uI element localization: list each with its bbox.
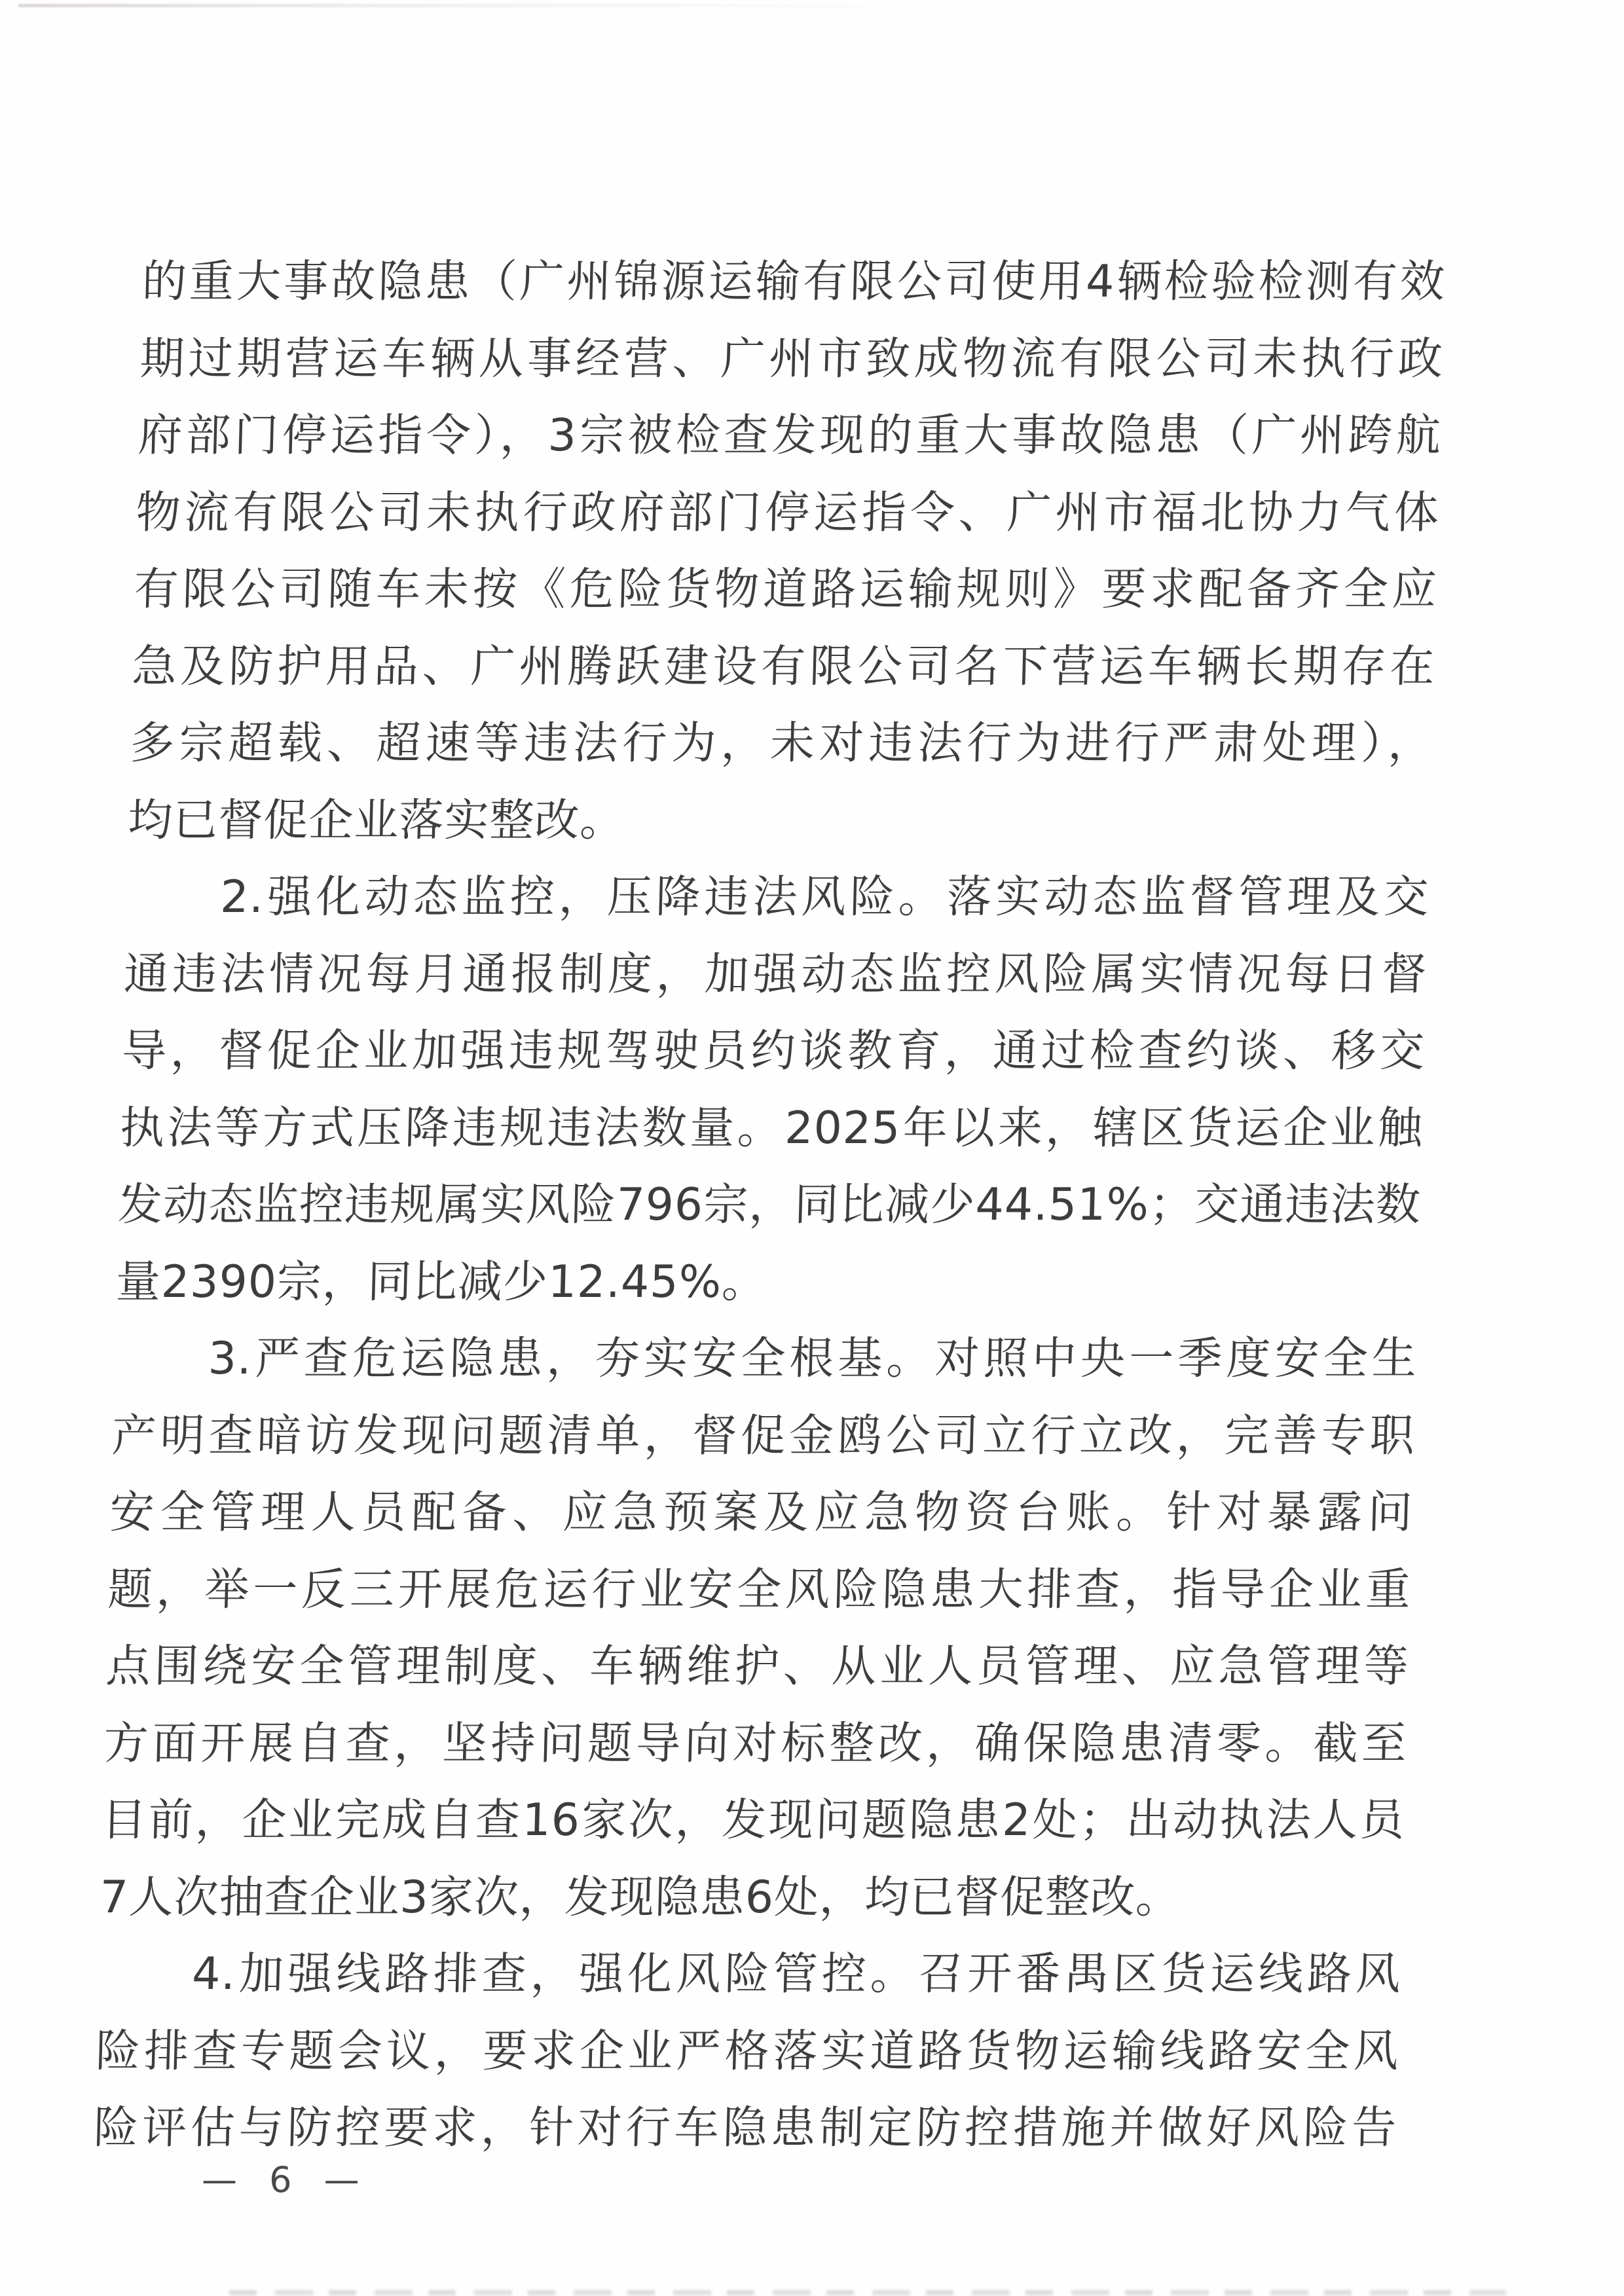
text-line: 有限公司随车未按《危险货物道路运输规则》要求配备齐全应	[133, 564, 1438, 615]
text-line: 安全管理人员配备、应急预案及应急物资台账。针对暴露问	[109, 1487, 1414, 1539]
text-line: 题，举一反三开展危运行业安全风险隐患大排查，指导企业重	[107, 1563, 1412, 1616]
document-body	[93, 244, 1447, 2167]
text-line: 府部门停运指令），3宗被检查发现的重大事故隐患（广州跨航	[137, 410, 1442, 462]
text-line: 点围绕安全管理制度、车辆维护、从业人员管理、应急管理等	[105, 1641, 1410, 1692]
text-line: 导，督促企业加强违规驾驶员约谈教育，通过检查约谈、移交	[121, 1025, 1426, 1077]
text-line: 3.严查危运隐患，夯实安全根基。对照中央一季度安全生	[207, 1333, 1418, 1385]
scan-artifact-top-edge	[18, 4, 935, 7]
text-line: 2.强化动态监控，压降违法风险。落实动态监督管理及交	[219, 871, 1430, 923]
page-number: — 6 —	[202, 2159, 370, 2200]
text-line: 险评估与防控要求，针对行车隐患制定防控措施并做好风险告	[93, 2102, 1398, 2154]
text-line: 多宗超载、超速等违法行为，未对违法行为进行严肃处理），	[129, 718, 1434, 769]
text-line: 均已督促企业落实整改。	[127, 794, 626, 847]
text-line: 通违法情况每月通报制度，加强动态监控风险属实情况每日督	[123, 948, 1428, 1000]
text-line: 发动态监控违规属实风险796宗，同比减少44.51%；交通违法数	[117, 1179, 1422, 1231]
scan-artifact-bottom-edge	[229, 2290, 1506, 2295]
text-line: 方面开展自查，坚持问题导向对标整改，确保隐患清零。截至	[103, 1717, 1408, 1770]
text-line: 目前，企业完成自查16家次，发现问题隐患2处；出动执法人员	[101, 1795, 1406, 1846]
text-line: 产明查暗访发现问题清单，督促金鸥公司立行立改，完善专职	[111, 1410, 1416, 1462]
text-line: 险排查专题会议，要求企业严格落实道路货物运输线路安全风	[95, 2025, 1400, 2077]
text-line: 的重大事故隐患（广州锦源运输有限公司使用4辆检验检测有效	[141, 256, 1446, 308]
text-line: 4.加强线路排查，强化风险管控。召开番禺区货运线路风	[191, 1948, 1402, 2000]
text-line: 量2390宗，同比减少12.45%。	[115, 1256, 768, 1308]
text-line: 执法等方式压降违规违法数量。2025年以来，辖区货运企业触	[119, 1102, 1424, 1154]
text-line: 期过期营运车辆从事经营、广州市致成物流有限公司未执行政	[139, 333, 1444, 385]
text-line: 7人次抽查企业3家次，发现隐患6处，均已督促整改。	[99, 1871, 1182, 1923]
text-line: 急及防护用品、广州腾跃建设有限公司名下营运车辆长期存在	[131, 640, 1436, 693]
text-line: 物流有限公司未执行政府部门停运指令、广州市福北协力气体	[135, 486, 1440, 539]
